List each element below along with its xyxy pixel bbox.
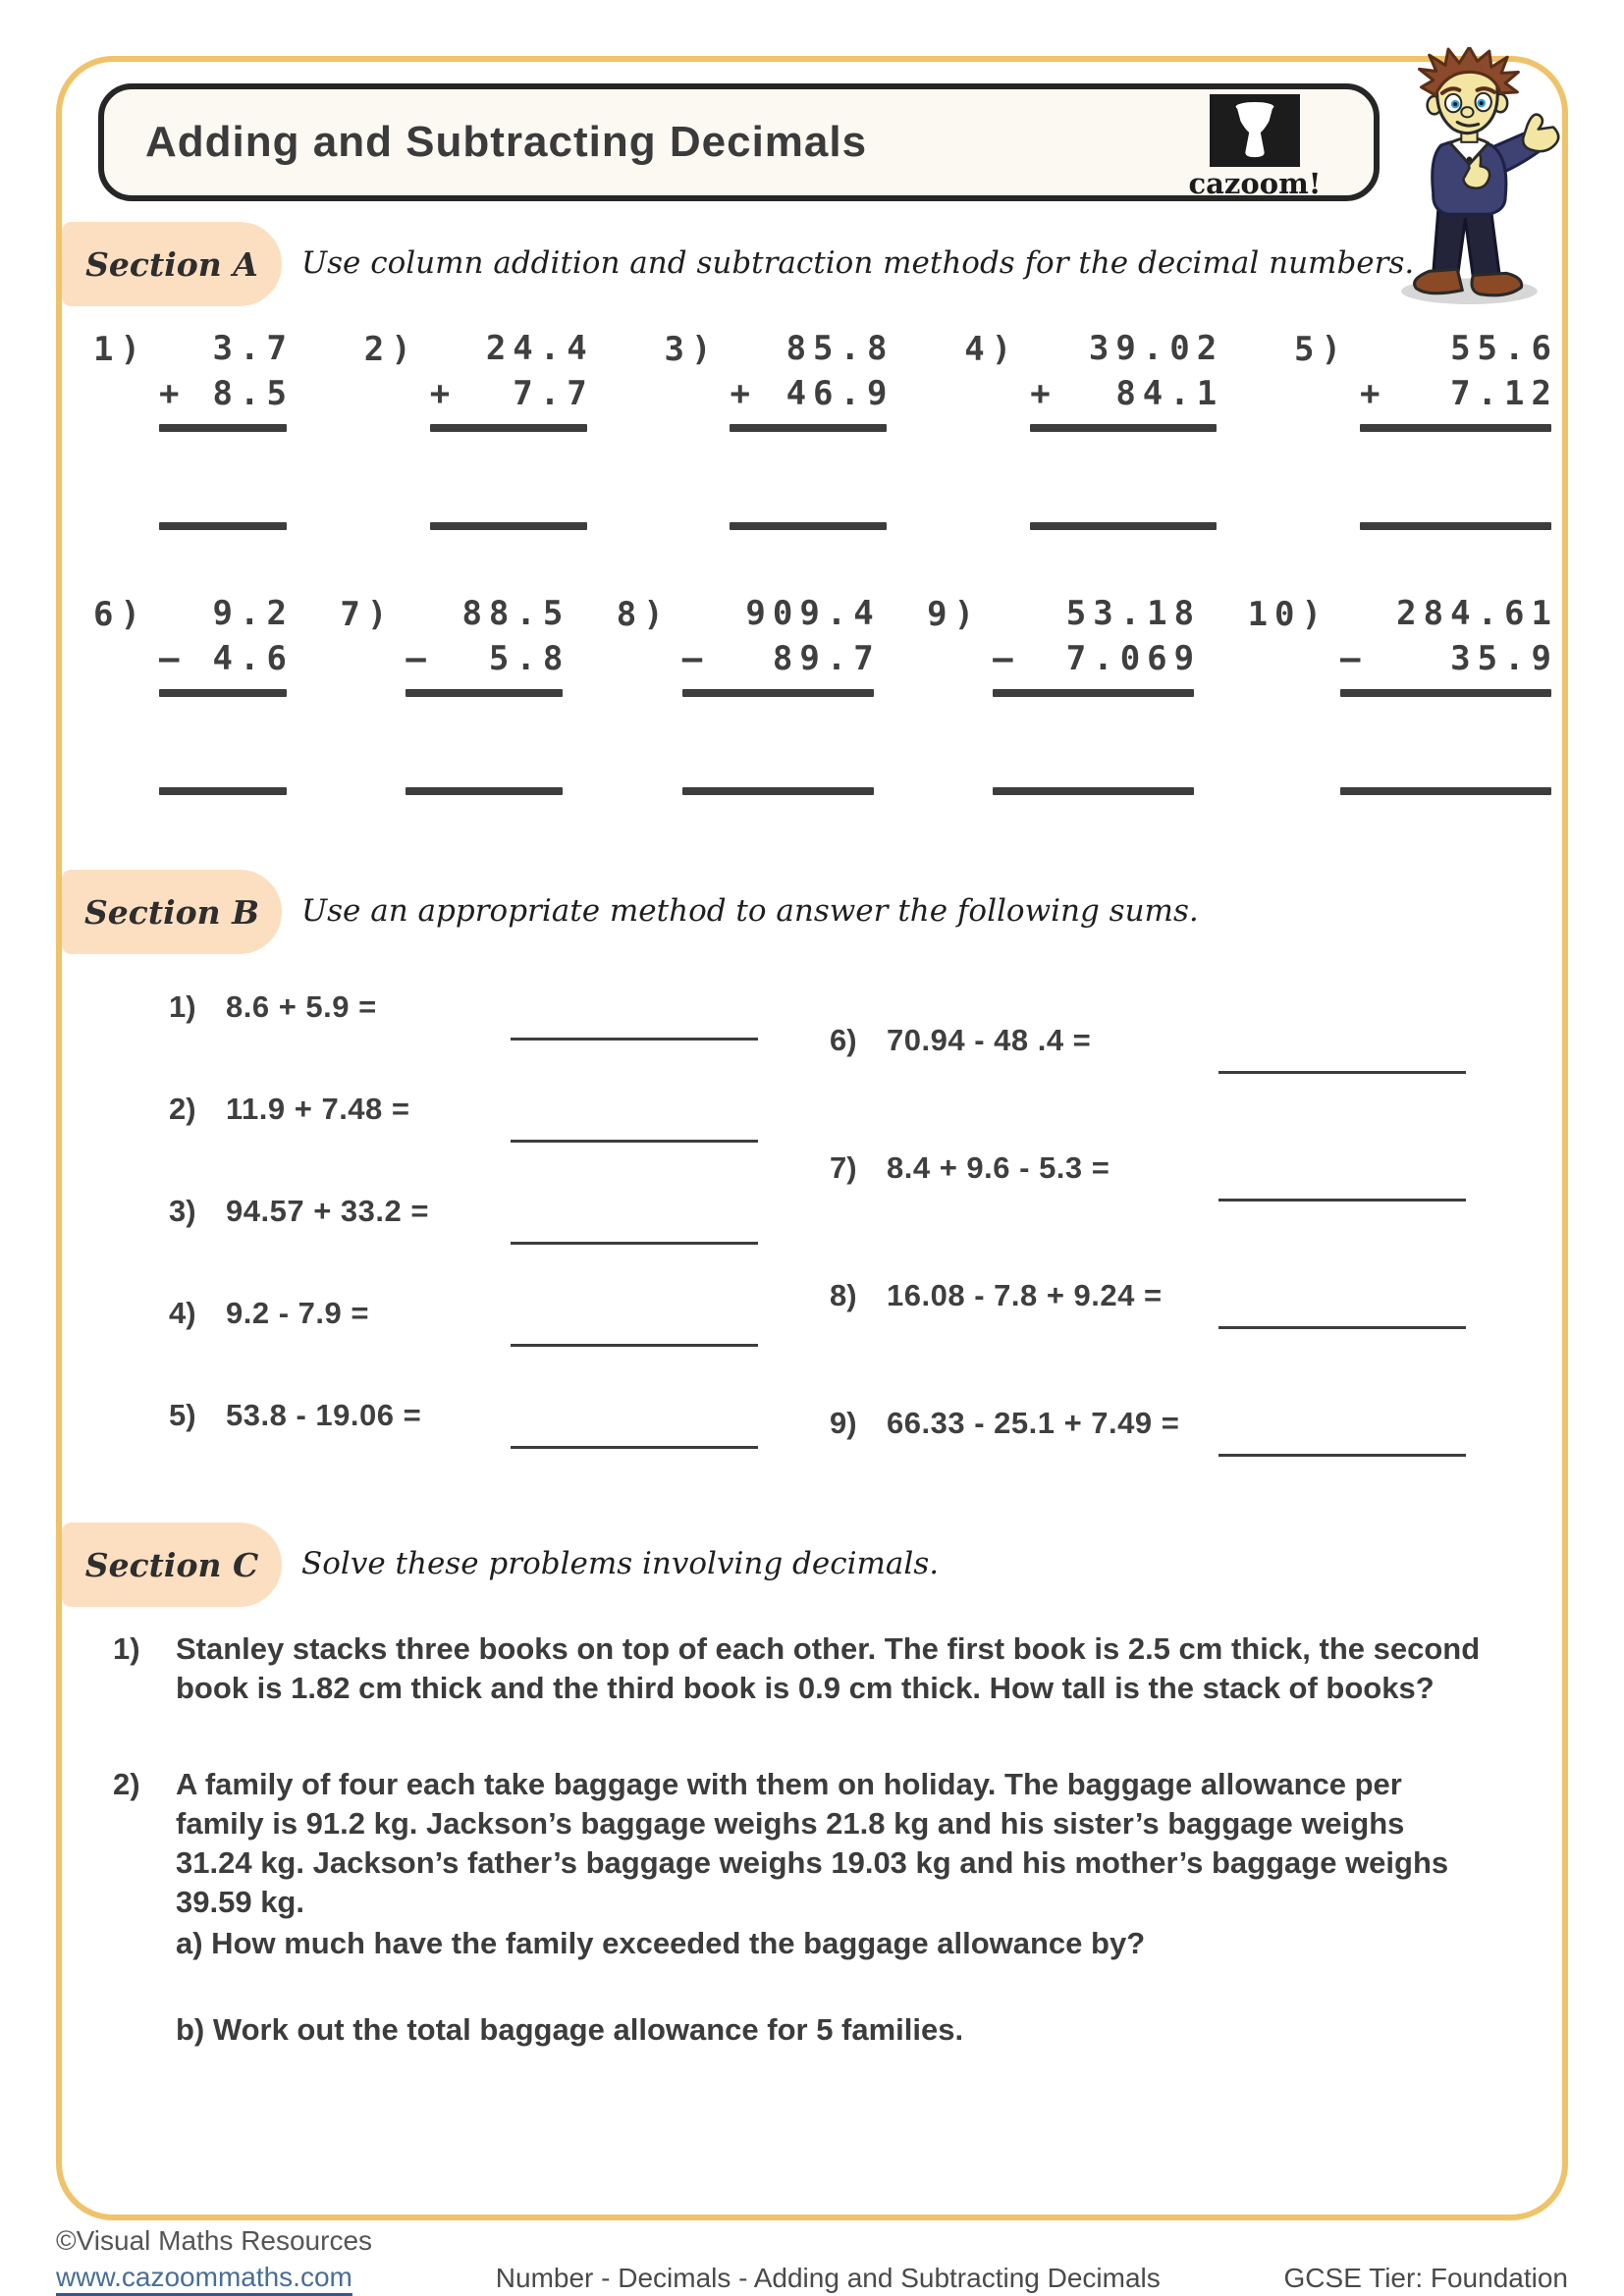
sum-item-9 (830, 1406, 1466, 1441)
sum-line (730, 424, 887, 432)
expression: 70.94 - 48 .4 = (887, 1023, 1092, 1057)
answer-line (511, 1242, 758, 1245)
operator: – (993, 639, 1020, 678)
section-c-label: Section C (84, 1545, 259, 1584)
problem-part-a: a) How much have the family exceeded the baggage allowance by? (176, 1926, 1146, 1960)
column-sum-problem-3 (664, 326, 894, 530)
problem-number: 8) (616, 595, 671, 634)
operand-bottom: 7.7 (513, 374, 594, 413)
word-problem-2 (113, 1765, 1507, 2050)
operand-bottom: 7.069 (1065, 639, 1202, 678)
problem-text: A family of four each take baggage with them on holiday. The baggage allowance per family is 91.2 kg. Jackson’s baggage weighs 21.8 kg and his sister’s baggage weighs 31.24 kg. Jackson’s father’s baggage weighs 19.03 kg and his mother’s baggage weighs 39.59 kg. (176, 1767, 1449, 1919)
problem-number: 2) (113, 1767, 140, 1801)
sum-item-3 (169, 1194, 758, 1229)
section-b-left-column (169, 989, 758, 1433)
operand-top: 909.4 (745, 594, 881, 633)
operand-top: 53.18 (1065, 594, 1202, 633)
sum-item-8 (830, 1278, 1466, 1313)
section-c-instruction: Solve these problems involving decimals. (301, 1546, 940, 1581)
website-link[interactable]: www.cazoommaths.com (56, 2262, 352, 2292)
problem-part-b: b) Work out the total baggage allowance for 5 families. (176, 2012, 964, 2047)
section-a-row-2 (93, 591, 1558, 795)
sum-line (682, 689, 874, 697)
operator: + (1359, 374, 1387, 413)
sum-line (1360, 424, 1551, 432)
worksheet-topic: Number - Decimals - Adding and Subtracting Decimals (495, 2263, 1161, 2293)
answer-line (682, 787, 874, 795)
operand-bottom: 46.9 (785, 374, 894, 413)
section-c-problems (113, 1629, 1507, 2107)
expression: 9.2 - 7.9 = (226, 1296, 369, 1330)
logo-wordmark: cazoom! (1188, 167, 1322, 200)
operand-top: 9.2 (212, 594, 294, 633)
problem-number: 2) (169, 1092, 196, 1126)
section-b-instruction: Use an appropriate method to answer the following sums. (301, 893, 1199, 929)
operand-bottom: 35.9 (1450, 639, 1558, 678)
title-box (98, 83, 1380, 201)
answer-line (1340, 787, 1551, 795)
problem-number: 9) (927, 595, 982, 634)
sum-line (159, 689, 287, 697)
operator: + (1030, 374, 1057, 413)
section-a-pill (62, 222, 282, 306)
sum-item-1 (169, 989, 758, 1025)
answer-line (730, 522, 887, 530)
operand-bottom: 5.8 (488, 639, 570, 678)
answer-line (511, 1038, 758, 1041)
section-a-label: Section A (85, 244, 258, 284)
operand-top: 24.4 (485, 329, 594, 368)
footer (56, 2222, 1568, 2295)
section-b-pill (62, 870, 282, 954)
operator: – (681, 639, 710, 678)
problem-number: 6) (830, 1023, 857, 1057)
operand-bottom: 7.12 (1450, 374, 1558, 413)
column-sum-problem-8 (616, 591, 881, 795)
problem-number: 6) (93, 595, 147, 634)
problem-number: 8) (830, 1278, 857, 1312)
answer-line (993, 787, 1194, 795)
mascot-boy-thumbs-up (1377, 47, 1568, 312)
expression: 8.6 + 5.9 = (226, 989, 377, 1024)
problem-number: 7) (340, 595, 395, 634)
expression: 8.4 + 9.6 - 5.3 = (887, 1150, 1110, 1185)
column-sum-problem-10 (1247, 591, 1558, 795)
operand-bottom: 84.1 (1115, 374, 1224, 413)
column-sum-problem-5 (1294, 326, 1558, 530)
problem-text: Stanley stacks three books on top of each other. The first book is 2.5 cm thick, the second book is 1.82 cm thick and the third book is 0.9 cm thick. How tall is the stack of books? (176, 1631, 1481, 1705)
problem-number: 5) (169, 1398, 196, 1432)
expression: 53.8 - 19.06 = (226, 1398, 422, 1432)
expression: 11.9 + 7.48 = (226, 1092, 410, 1126)
sum-item-6 (830, 1023, 1466, 1058)
sum-line (1340, 689, 1551, 697)
column-sum-problem-6 (93, 591, 294, 795)
operator: – (1339, 639, 1368, 678)
problem-number: 3) (664, 330, 719, 369)
expression: 94.57 + 33.2 = (226, 1194, 429, 1228)
section-b-right-column (830, 1023, 1466, 1441)
copyright-text: ©Visual Maths Resources (56, 2225, 373, 2256)
problem-number: 7) (830, 1150, 857, 1185)
operand-top: 55.6 (1450, 329, 1558, 368)
column-sum-problem-9 (927, 591, 1202, 795)
sum-line (993, 689, 1194, 697)
column-sum-problem-2 (363, 326, 594, 530)
operand-top: 88.5 (461, 594, 570, 633)
sum-line (430, 424, 587, 432)
sum-item-2 (169, 1092, 758, 1127)
answer-line (1218, 1071, 1466, 1074)
operand-top: 3.7 (212, 329, 294, 368)
operand-top: 39.02 (1088, 329, 1224, 368)
problem-number: 2) (363, 330, 418, 369)
operand-bottom: 89.7 (772, 639, 881, 678)
sum-item-4 (169, 1296, 758, 1331)
word-problem-1 (113, 1629, 1507, 1708)
answer-line (1218, 1326, 1466, 1329)
answer-line (1360, 522, 1551, 530)
problem-number: 3) (169, 1194, 196, 1228)
page-title: Adding and Subtracting Decimals (145, 118, 868, 166)
operand-top: 284.61 (1396, 594, 1558, 633)
problem-number: 9) (830, 1406, 857, 1440)
operator: + (730, 374, 757, 413)
sum-line (159, 424, 287, 432)
answer-line (511, 1446, 758, 1449)
sum-item-7 (830, 1150, 1466, 1186)
answer-line (1030, 522, 1217, 530)
section-b-label: Section B (83, 892, 260, 932)
problem-number: 4) (964, 330, 1019, 369)
answer-line (430, 522, 587, 530)
problem-number: 10) (1247, 595, 1328, 634)
column-sum-problem-1 (93, 326, 294, 530)
operator: – (406, 639, 433, 678)
djembe-drum-icon (1210, 94, 1300, 167)
operand-bottom: 8.5 (212, 374, 294, 413)
problem-number: 1) (113, 1631, 140, 1666)
operand-top: 85.8 (785, 329, 894, 368)
column-sum-problem-7 (340, 591, 570, 795)
answer-line (1218, 1454, 1466, 1457)
operator: + (429, 374, 458, 413)
operand-bottom: 4.6 (212, 639, 294, 678)
section-c-pill (62, 1522, 282, 1607)
cazoom-logo (1181, 94, 1328, 200)
section-a-row-1 (93, 326, 1558, 530)
expression: 16.08 - 7.8 + 9.24 = (887, 1278, 1163, 1312)
answer-line (511, 1344, 758, 1347)
problem-number: 1) (93, 330, 147, 369)
operator: – (158, 639, 187, 678)
problem-number: 1) (169, 989, 196, 1024)
sum-item-5 (169, 1398, 758, 1433)
answer-line (406, 787, 563, 795)
column-sum-problem-4 (964, 326, 1224, 530)
answer-line (1218, 1199, 1466, 1201)
gcse-tier: GCSE Tier: Foundation (1283, 2263, 1568, 2293)
problem-number: 5) (1294, 330, 1348, 369)
sum-line (1030, 424, 1217, 432)
section-a-instruction: Use column addition and subtraction methods for the decimal numbers. (301, 245, 1415, 281)
problem-number: 4) (169, 1296, 196, 1330)
sum-line (406, 689, 563, 697)
answer-line (159, 522, 287, 530)
expression: 66.33 - 25.1 + 7.49 = (887, 1406, 1180, 1440)
answer-line (511, 1140, 758, 1143)
operator: + (158, 374, 187, 413)
answer-line (159, 787, 287, 795)
